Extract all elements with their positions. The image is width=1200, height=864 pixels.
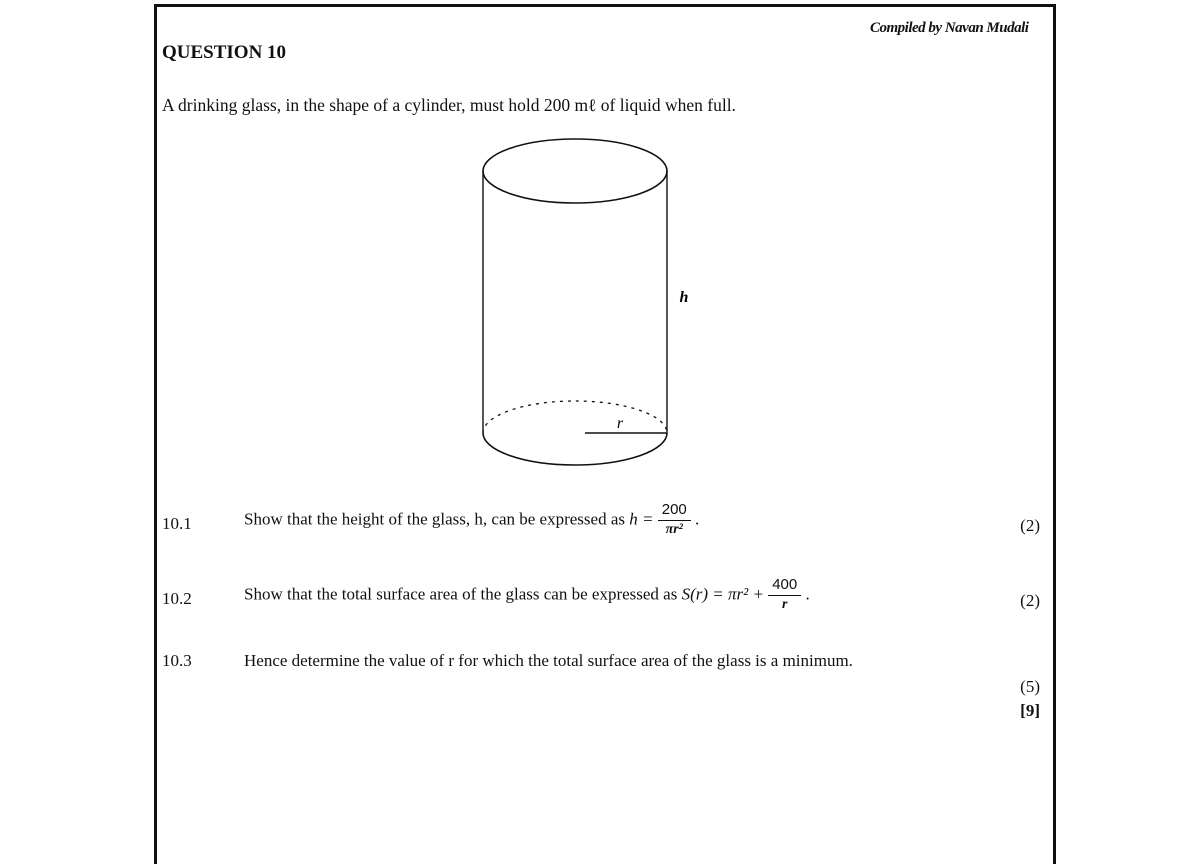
fraction-numerator: 400 bbox=[768, 575, 801, 596]
cylinder-bottom-front bbox=[483, 433, 667, 465]
compiled-by-credit: Compiled by Navan Mudali bbox=[870, 20, 1029, 36]
fraction-numerator: 200 bbox=[658, 500, 691, 521]
height-label: h bbox=[679, 289, 689, 306]
question-10-3-text: Hence determine the value of r for which the total surface area of the glass is a minimum. bbox=[244, 651, 853, 670]
question-10-1 bbox=[244, 500, 699, 539]
question-10-2-text: Show that the total surface area of the glass can be expressed as bbox=[244, 584, 678, 604]
question-title: QUESTION 10 bbox=[162, 42, 287, 63]
question-10-1-text: Show that the height of the glass, h, can be expressed as bbox=[244, 509, 625, 529]
question-10-2 bbox=[244, 575, 810, 614]
fraction-denominator: r bbox=[782, 597, 788, 612]
question-10-2-marks: (2) bbox=[1020, 591, 1040, 610]
cylinder-top-ellipse bbox=[483, 139, 667, 203]
question-10-1-fraction bbox=[658, 500, 691, 539]
question-10-2-fraction bbox=[768, 575, 801, 614]
question-10-1-formula-end: . bbox=[695, 509, 700, 529]
cylinder-diagram bbox=[470, 128, 690, 478]
question-10-2-formula-lhs: S(r) = πr² + bbox=[681, 584, 764, 604]
radius-label: r bbox=[616, 415, 624, 432]
question-10-1-marks: (2) bbox=[1020, 516, 1040, 535]
question-number-10-2: 10.2 bbox=[162, 589, 192, 608]
question-total-marks: [9] bbox=[1020, 701, 1040, 720]
question-number-10-3: 10.3 bbox=[162, 651, 192, 670]
question-10-3-marks: (5) bbox=[1020, 677, 1040, 696]
cylinder-bottom-back-dashed bbox=[483, 401, 667, 433]
question-10-2-formula-end: . bbox=[805, 584, 810, 604]
question-number-10-1: 10.1 bbox=[162, 514, 192, 533]
intro-text: A drinking glass, in the shape of a cylinder, must hold 200 mℓ of liquid when full. bbox=[162, 95, 736, 115]
question-10-1-formula-lhs: h = bbox=[629, 509, 654, 529]
fraction-denominator: πr² bbox=[665, 522, 683, 537]
